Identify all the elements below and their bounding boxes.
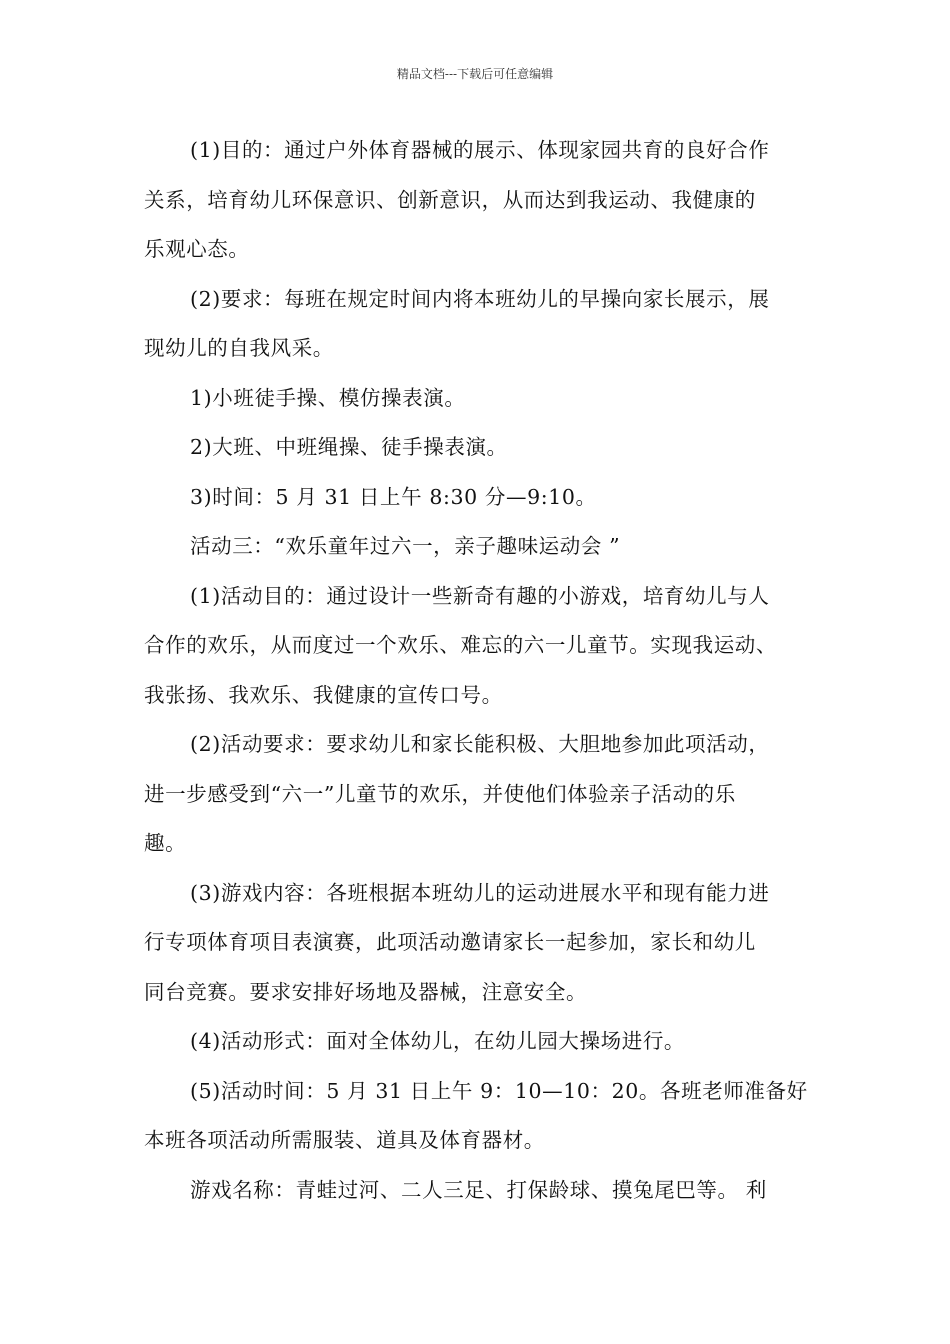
paragraph-line: 趣。: [144, 831, 187, 855]
paragraph-line: 乐观心态。: [144, 237, 250, 261]
paragraph-line: 本班各项活动所需服装、道具及体育器材。: [144, 1128, 545, 1152]
paragraph-line: (1)目的：通过户外体育器械的展示、体现家园共育的良好合作: [190, 138, 770, 162]
paragraph-line: 行专项体育项目表演赛，此项活动邀请家长一起参加，家长和幼儿: [144, 930, 756, 954]
paragraph-line: (3)游戏内容：各班根据本班幼儿的运动进展水平和现有能力进: [190, 880, 770, 905]
paragraph: [144, 374, 816, 424]
paragraph: [144, 126, 816, 275]
paragraph-line: 游戏名称：青蛙过河、二人三足、打保龄球、摸兔尾巴等。 利: [190, 1177, 767, 1202]
paragraph-line: 现幼儿的自我风采。: [144, 336, 334, 360]
paragraph-line: (2)要求：每班在规定时间内将本班幼儿的早操向家长展示，展: [190, 286, 770, 311]
paragraph-line: (5)活动时间：5 月 31 日上午 9：10—10：20。各班老师准备好: [190, 1078, 808, 1103]
section-heading: 活动三：“欢乐童年过六一，亲子趣味运动会 ”: [190, 534, 621, 558]
paragraph-line: (2)活动要求：要求幼儿和家长能积极、大胆地参加此项活动，: [190, 732, 770, 756]
paragraph: [144, 720, 816, 869]
paragraph-line: 合作的欢乐，从而度过一个欢乐、难忘的六一儿童节。实现我运动、: [144, 633, 777, 657]
page-header: 精品文档---下载后可任意编辑: [396, 67, 554, 81]
paragraph: [144, 1017, 816, 1067]
paragraph: [144, 869, 816, 1018]
paragraph-line: 1)小班徒手操、模仿操表演。: [190, 385, 466, 410]
paragraph: [144, 423, 816, 473]
paragraph-line: 我张扬、我欢乐、我健康的宣传口号。: [144, 682, 503, 707]
paragraph-line: 进一步感受到“六一”儿童节的欢乐，并使他们体验亲子活动的乐: [144, 781, 736, 806]
paragraph-line: 同台竞赛。要求安排好场地及器械，注意安全。: [144, 979, 588, 1004]
paragraph-line: 2)大班、中班绳操、徒手操表演。: [190, 435, 508, 459]
paragraph-line: (4)活动形式：面对全体幼儿，在幼儿园大操场进行。: [190, 1029, 686, 1053]
paragraph: [144, 275, 816, 374]
paragraph: [144, 473, 816, 523]
paragraph: [144, 1166, 816, 1216]
paragraph-line: 关系，培育幼儿环保意识、创新意识，从而达到我运动、我健康的: [144, 187, 756, 212]
paragraph: [144, 1067, 816, 1166]
paragraph-line: (1)活动目的：通过设计一些新奇有趣的小游戏，培育幼儿与人: [190, 583, 770, 608]
paragraph: [144, 522, 816, 572]
paragraph: [144, 572, 816, 721]
document-body: [144, 126, 816, 1215]
paragraph-line: 3)时间：5 月 31 日上午 8:30 分—9:10。: [190, 484, 597, 509]
